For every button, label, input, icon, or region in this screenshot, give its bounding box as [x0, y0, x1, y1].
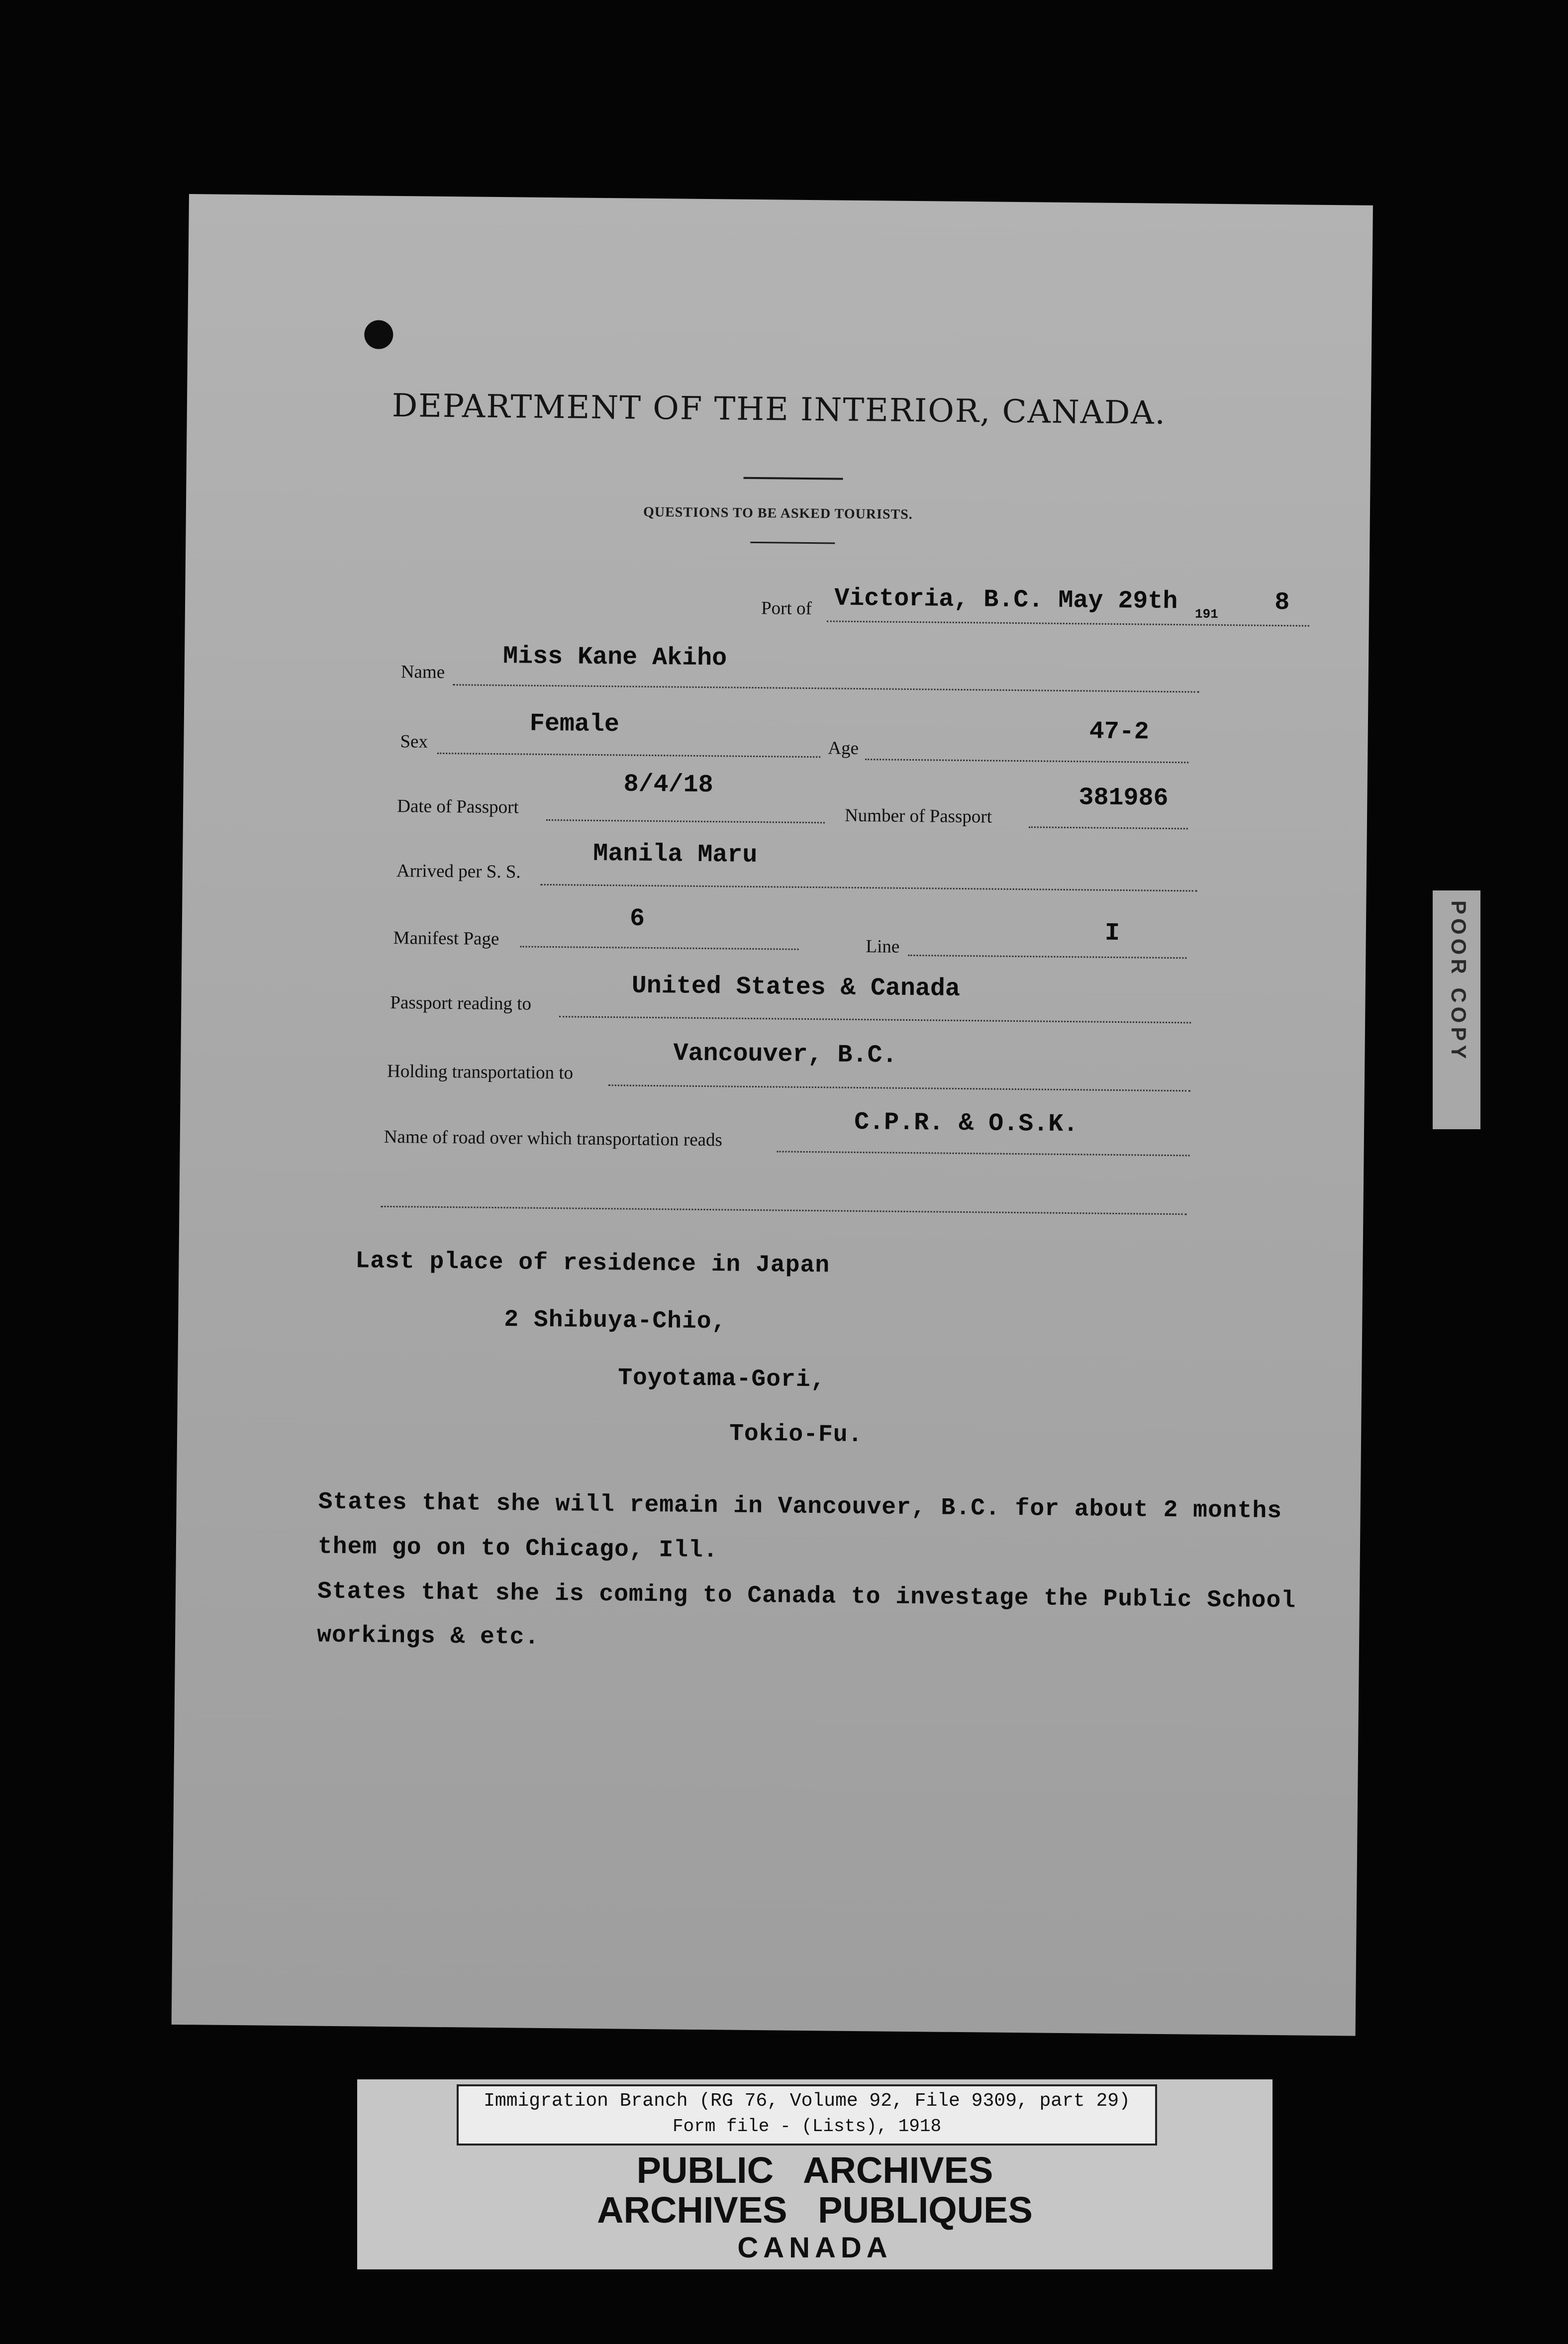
- sex-dots: [437, 753, 820, 758]
- archive-reference-line-1: Immigration Branch (RG 76, Volume 92, File 9309, part 29): [484, 2090, 1130, 2112]
- archive-reference-line-2: Form file - (Lists), 1918: [672, 2116, 942, 2137]
- line-value: I: [1104, 919, 1120, 948]
- form-subtitle: QUESTIONS TO BE ASKED TOURISTS.: [643, 504, 913, 522]
- punch-hole: [364, 320, 393, 349]
- statement-line-2: them go on to Chicago, Ill.: [317, 1533, 718, 1564]
- line-label: Line: [866, 936, 900, 957]
- tourist-questionnaire-form: [172, 194, 1373, 2036]
- archive-line-3: CANADA: [737, 2232, 892, 2264]
- passport-reading-value: United States & Canada: [631, 972, 961, 1003]
- number-passport-dots: [1029, 826, 1188, 829]
- port-value: Victoria, B.C. May 29th: [834, 584, 1178, 616]
- number-passport-value: 381986: [1078, 783, 1169, 813]
- statement-line-3: States that she is coming to Canada to investage the Public School: [317, 1578, 1296, 1615]
- residence-heading: Last place of residence in Japan: [355, 1248, 830, 1279]
- holding-dots: [608, 1084, 1190, 1091]
- sex-label: Sex: [400, 731, 428, 752]
- statement-line-1: States that she will remain in Vancouver, B.C. for about 2 months: [318, 1488, 1282, 1525]
- name-dots: [453, 684, 1199, 692]
- holding-label: Holding transportation to: [387, 1061, 574, 1083]
- archive-line-1: PUBLIC ARCHIVES: [636, 2149, 993, 2191]
- residence-line-1: 2 Shibuya-Chio,: [504, 1306, 727, 1336]
- road-dots: [777, 1151, 1190, 1156]
- poor-copy-stamp: POOR COPY: [1433, 890, 1480, 1129]
- residence-line-2: Toyotama-Gori,: [617, 1365, 826, 1394]
- age-dots: [865, 759, 1188, 763]
- road-value: C.P.R. & O.S.K.: [854, 1108, 1078, 1139]
- name-value: Miss Kane Akiho: [502, 642, 727, 673]
- form-title: DEPARTMENT OF THE INTERIOR, CANADA.: [392, 387, 1167, 432]
- residence-line-3: Tokio-Fu.: [729, 1420, 863, 1449]
- age-value: 47-2: [1089, 717, 1150, 747]
- title-rule: [744, 477, 843, 480]
- date-passport-label: Date of Passport: [397, 796, 519, 818]
- arrived-value: Manila Maru: [593, 839, 758, 870]
- year-prefix: 191: [1194, 606, 1218, 622]
- statement-line-4: workings & etc.: [316, 1622, 540, 1651]
- manifest-dots: [520, 946, 798, 950]
- date-passport-value: 8/4/18: [623, 770, 713, 800]
- sex-value: Female: [529, 709, 620, 739]
- holding-value: Vancouver, B.C.: [673, 1039, 897, 1070]
- year-suffix: 8: [1274, 588, 1290, 617]
- line-dots: [908, 955, 1186, 959]
- road-label: Name of road over which transportation reads: [384, 1126, 723, 1151]
- port-dots: [827, 620, 1309, 626]
- date-passport-dots: [546, 819, 825, 823]
- number-passport-label: Number of Passport: [844, 805, 992, 827]
- archive-reference-box: [457, 2084, 1157, 2146]
- manifest-value: 6: [629, 904, 645, 933]
- passport-reading-dots: [559, 1016, 1191, 1023]
- arrived-label: Arrived per S. S.: [396, 861, 521, 882]
- port-label: Port of: [761, 598, 812, 619]
- age-label: Age: [828, 738, 859, 759]
- blank-line: [381, 1206, 1186, 1215]
- manifest-label: Manifest Page: [393, 928, 499, 950]
- arrived-dots: [541, 884, 1197, 892]
- passport-reading-label: Passport reading to: [390, 992, 532, 1014]
- name-label: Name: [400, 662, 445, 683]
- archive-line-2: ARCHIVES PUBLIQUES: [597, 2189, 1033, 2231]
- subtitle-rule: [750, 542, 835, 544]
- archive-label: [357, 2079, 1273, 2269]
